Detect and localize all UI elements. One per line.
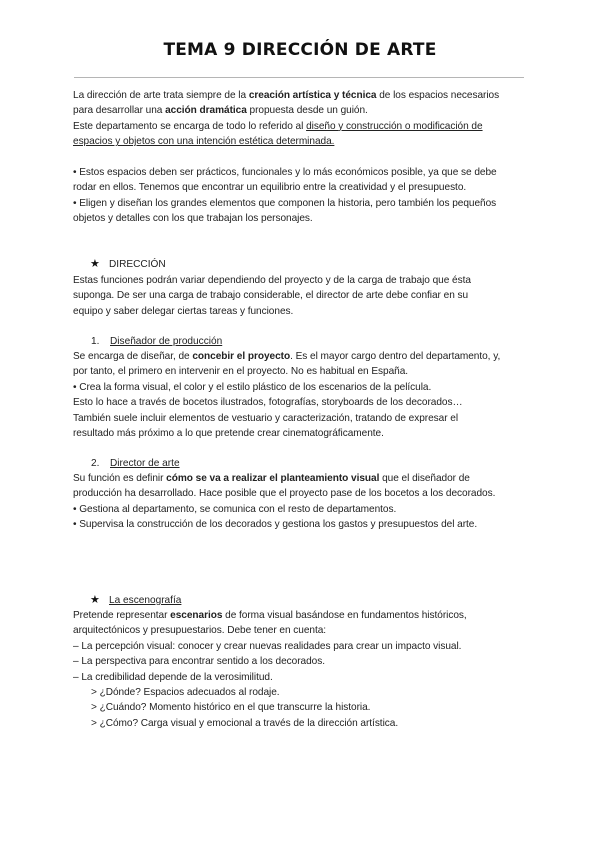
- text-run: de los espacios necesarios: [376, 90, 500, 101]
- paragraph-line: por tanto, el primero en intervenir en el proyecto. No es habitual en España.: [73, 366, 409, 378]
- bullet-line: • Supervisa la construcción de los decorados y gestiona los gastos y presupuestos del arte.: [73, 519, 478, 531]
- sub-item: > ¿Cuándo? Momento histórico en el que transcurre la historia.: [91, 702, 371, 714]
- title-divider: [74, 77, 524, 78]
- star-icon: ★: [90, 594, 100, 606]
- text-run: Pretende representar: [73, 610, 171, 621]
- text-run: Se encarga de diseñar, de: [73, 351, 193, 362]
- heading-label: DIRECCIÓN: [109, 259, 166, 270]
- bold-text: acción dramática: [165, 105, 247, 117]
- intro-line: [73, 103, 533, 118]
- heading-label: Diseñador de producción: [110, 336, 223, 347]
- intro-line: [73, 119, 533, 134]
- paragraph-line: suponga. De ser una carga de trabajo considerable, el director de arte debe confiar en su: [73, 290, 469, 302]
- paragraph-line: Esto lo hace a través de bocetos ilustrados, fotografías, storyboards de los decorados…: [73, 397, 463, 409]
- paragraph-line: producción ha desarrollado. Hace posible que el proyecto pase de los bocetos a los decorados.: [73, 488, 496, 500]
- bullet-line: • Gestiona al departamento, se comunica con el resto de departamentos.: [73, 503, 397, 515]
- section-heading-director: [73, 456, 180, 471]
- dash-line: – La perspectiva para encontrar sentido a los decorados.: [73, 656, 325, 668]
- sub-item: > ¿Cómo? Carga visual y emocional a través de la dirección artística.: [91, 717, 399, 729]
- list-number: 1.: [91, 336, 100, 347]
- bold-text: creación artística y técnica: [248, 90, 377, 101]
- text-run: Este departamento se encarga de todo lo referido al: [73, 120, 307, 132]
- text-run: que el diseñador de: [379, 473, 470, 484]
- sub-item: > ¿Dónde? Espacios adecuados al rodaje.: [91, 687, 280, 699]
- paragraph-line: resultado más próximo a lo que pretende crear cinematográficamente.: [73, 428, 384, 440]
- escenografia-section: [73, 608, 533, 731]
- dash-line: – La percepción visual: conocer y crear nuevas realidades para crear un impacto visual.: [73, 640, 462, 652]
- underlined-text: espacios y objetos con una intención estética determinada.: [73, 136, 335, 148]
- heading-label: Director de arte: [110, 458, 180, 469]
- bold-text: cómo se va a realizar el planteamiento visual: [166, 473, 380, 484]
- bold-text: concebir el proyecto: [192, 351, 291, 362]
- intro-line: [73, 88, 533, 103]
- paragraph-line: equipo y saber delegar ciertas tareas y funciones.: [73, 305, 294, 317]
- bullet-line: objetos y detalles con los que trabajan los personajes.: [73, 213, 313, 225]
- dash-line: – La credibilidad depende de la verosimilitud.: [73, 671, 273, 683]
- bullet-line: • Eligen y diseñan los grandes elementos que componen la historia, pero también los pequeños: [73, 197, 497, 209]
- disenador-section: [73, 349, 533, 441]
- page-title: TEMA 9 DIRECCIÓN DE ARTE: [163, 40, 437, 60]
- intro-line: [73, 134, 533, 149]
- bold-text: escenarios: [170, 610, 223, 621]
- bullet-line: • Crea la forma visual, el color y el estilo plástico de los escenarios de la película.: [73, 381, 432, 393]
- text-run: propuesta desde un guión.: [246, 105, 368, 117]
- heading-label: La escenografía: [109, 595, 182, 606]
- text-run: La dirección de arte trata siempre de la: [73, 90, 249, 101]
- text-run: Su función es definir: [73, 473, 167, 484]
- section-heading-escenografia: [73, 593, 181, 608]
- paragraph-line: Estas funciones podrán variar dependiendo del proyecto y de la carga de trabajo que ésta: [73, 275, 471, 286]
- text-run: de forma visual basándose en fundamentos históricos,: [222, 610, 467, 621]
- direccion-section: [73, 273, 533, 319]
- bullet-line: rodar en ellos. Tenemos que encontrar un equilibrio entre la creatividad y el presupuesto.: [73, 182, 467, 194]
- star-icon: ★: [90, 258, 100, 270]
- paragraph-line: [73, 349, 533, 364]
- section-heading-disenador: [73, 334, 222, 349]
- text-run: . Es el mayor cargo dentro del departamento, y,: [290, 351, 501, 362]
- director-section: [73, 471, 533, 533]
- paragraph-line: arquitectónicos y presupuestarios. Debe tener en cuenta:: [73, 625, 327, 637]
- section-heading-direccion: [73, 257, 166, 272]
- paragraph-line: También suele incluir elementos de vestuario y caracterización, tratando de expresar el: [73, 412, 459, 424]
- text-run: para desarrollar una: [73, 105, 166, 117]
- blank-line: [73, 150, 533, 165]
- paragraph-line: [73, 471, 533, 486]
- underlined-text: diseño y construcción o modificación de: [306, 120, 483, 132]
- intro-section: [73, 88, 533, 227]
- bullet-line: • Estos espacios deben ser prácticos, funcionales y lo más económicos posible, ya que se debe: [73, 167, 497, 179]
- list-number: 2.: [91, 458, 100, 469]
- paragraph-line: [73, 608, 533, 623]
